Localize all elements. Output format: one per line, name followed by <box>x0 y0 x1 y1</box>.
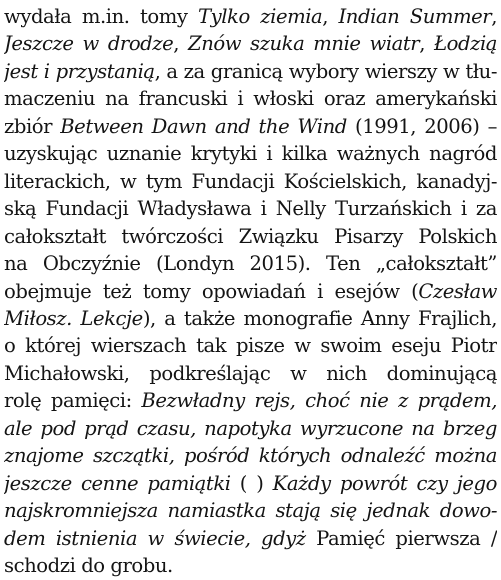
italic-text-segment: Bezwładny rejs, choć nie z prądem, <box>141 389 497 413</box>
text-segment: , <box>491 5 497 28</box>
italic-text-segment: Łodzią <box>433 32 497 56</box>
text-line <box>4 195 497 223</box>
text-line <box>4 223 497 251</box>
italic-text-segment: Znów szuka mnie wiatr <box>188 32 420 56</box>
text-segment: ), a także monografie Anny Frajlich, <box>142 306 497 330</box>
text-segment: rolę pamięci: <box>4 389 142 413</box>
text-segment: uzyskując uznanie krytyki i kilka ważnych nagród <box>4 142 497 166</box>
italic-text-segment: Czesław <box>418 279 497 303</box>
text-segment: ( ) <box>230 471 273 495</box>
text-line <box>4 140 497 168</box>
text-line <box>4 3 497 31</box>
text-line <box>4 387 497 415</box>
italic-text-segment: dem istnienia w świecie, gdyż <box>4 526 306 550</box>
text-segment: , <box>419 32 434 56</box>
text-segment: , a za granicą wybory wierszy w tłu- <box>154 59 497 83</box>
text-line <box>4 30 497 58</box>
text-line <box>4 497 497 525</box>
text-line <box>4 250 497 278</box>
text-line <box>4 85 497 113</box>
italic-text-segment: najskromniejsza namiastka stają się jednak dowo- <box>4 499 497 523</box>
text-segment: całokształt twórczości Związku Pisarzy Polskich <box>4 224 497 248</box>
text-segment: o której wierszach tak pisze w swoim eseju Piotr <box>4 334 497 358</box>
text-segment: maczeniu na francuski i włoski oraz amerykański <box>4 87 497 111</box>
text-line <box>4 470 497 498</box>
text-line <box>4 305 497 333</box>
italic-text-segment: Indian Summer <box>338 5 492 28</box>
text-segment: literackich, w tym Fundacji Kościelskich, kanadyj- <box>4 169 497 193</box>
italic-text-segment: znajome szczątki, pośród których odnaleźć można <box>4 444 497 468</box>
italic-text-segment: Tylko ziemia <box>197 5 323 28</box>
text-line <box>4 525 497 553</box>
text-line <box>4 168 497 196</box>
text-segment: , <box>322 5 339 28</box>
italic-text-segment: Każdy powrót czy jego <box>272 471 497 495</box>
italic-text-segment: Between Dawn and the Wind <box>60 114 347 138</box>
text-segment: , <box>173 32 189 56</box>
text-segment: (1991, 2006) – <box>346 114 497 138</box>
text-line <box>4 332 497 360</box>
italic-text-segment: jeszcze cenne pamiątki <box>4 471 231 495</box>
text-segment: na Obczyźnie (Londyn 2015). Ten „całokształt” <box>4 252 497 276</box>
italic-text-segment: Jeszcze w drodze <box>4 32 174 56</box>
italic-text-segment: Miłosz. Lekcje <box>4 306 143 330</box>
text-line <box>4 58 497 86</box>
text-line <box>4 360 497 388</box>
document-page <box>4 0 497 580</box>
text-line <box>4 552 497 580</box>
text-line <box>4 113 497 141</box>
text-segment: Michałowski, podkreślając w nich dominującą <box>4 361 497 385</box>
italic-text-segment: ale pod prąd czasu, napotyka wyrzucone na brzeg <box>4 416 497 440</box>
text-segment: Pamięć pierwsza / <box>305 526 497 550</box>
text-segment: obejmuje też tomy opowiadań i esejów ( <box>4 279 419 303</box>
text-line <box>4 278 497 306</box>
text-segment: wydała m.in. tomy <box>4 5 198 28</box>
text-segment: zbiór <box>4 114 61 138</box>
text-line <box>4 415 497 443</box>
text-segment: schodzi do grobu. <box>4 554 173 577</box>
text-segment: ską Fundacji Władysława i Nelly Turzańskich i za <box>4 197 497 221</box>
italic-text-segment: jest i przystanią <box>4 59 155 83</box>
text-line <box>4 442 497 470</box>
